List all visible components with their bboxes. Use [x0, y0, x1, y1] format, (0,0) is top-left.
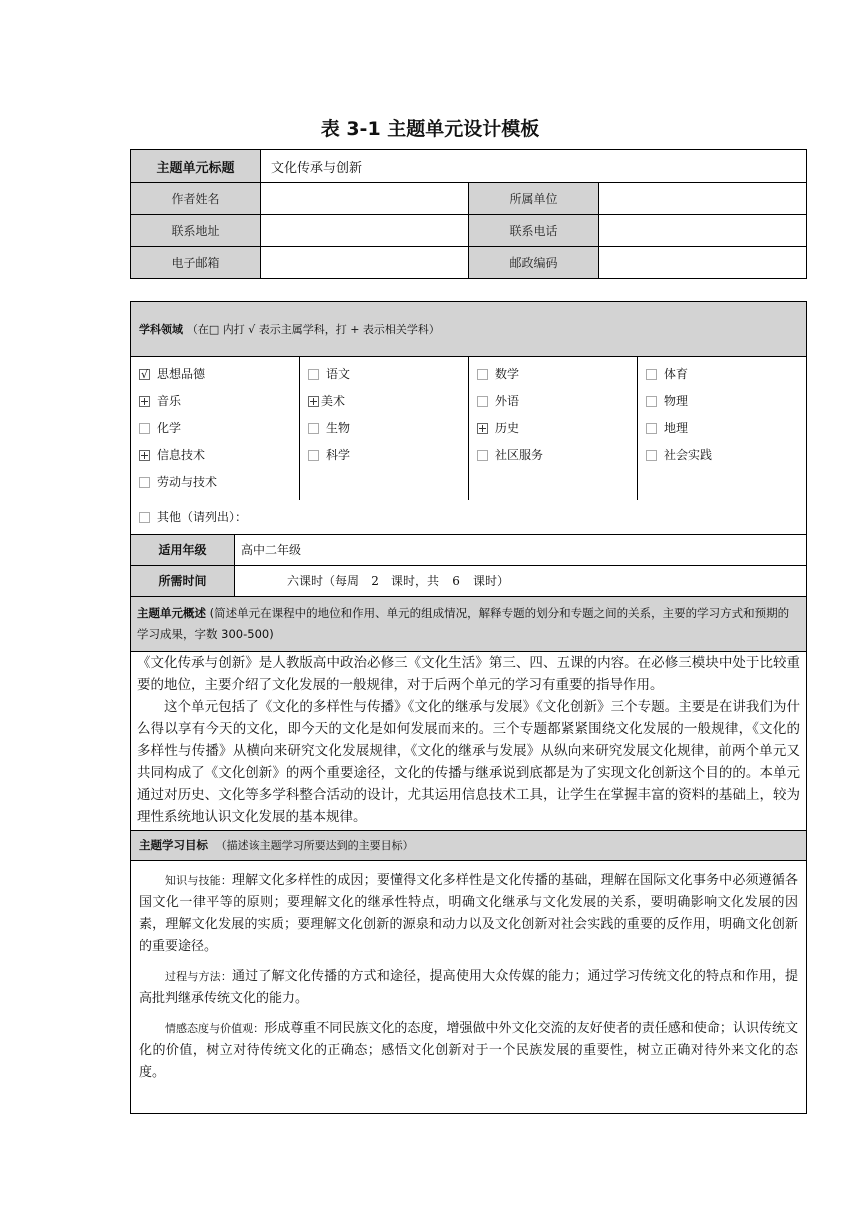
checkbox-plus-icon[interactable] — [139, 450, 150, 461]
overview-note: (简述单元在课程中的地位和作用、单元的组成情况，解释专题的划分和专题之间的关系，主要的学习方式和预期的学习成果，字数 300-500) — [137, 605, 790, 641]
design-table — [130, 301, 807, 1114]
subject-item-it[interactable]: 信息技术 — [139, 446, 299, 473]
time-label: 所需时间 — [131, 565, 235, 596]
checkbox-empty-icon[interactable] — [646, 450, 657, 461]
subject-item-chemistry[interactable]: 化学 — [139, 419, 299, 446]
author-field[interactable] — [261, 183, 469, 215]
subject-column-2 — [300, 357, 469, 501]
address-field[interactable] — [261, 215, 469, 247]
subject-item-physics[interactable]: 物理 — [646, 392, 806, 419]
subject-item-math[interactable]: 数学 — [477, 365, 637, 392]
subject-item-community[interactable]: 社区服务 — [477, 446, 637, 473]
time-per-week: 2 — [371, 574, 379, 588]
checkbox-empty-icon[interactable] — [477, 396, 488, 407]
page-title: 表 3-1 主题单元设计模板 — [320, 118, 540, 140]
time-total: 6 — [452, 574, 460, 588]
checkbox-empty-icon[interactable] — [139, 477, 150, 488]
checkbox-checked-icon[interactable] — [139, 369, 150, 380]
zip-label: 邮政编码 — [469, 247, 599, 279]
subject-item-labor[interactable]: 劳动与技术 — [139, 473, 299, 500]
org-label: 所属单位 — [469, 183, 599, 215]
subject-item-art[interactable]: 美术 — [308, 392, 468, 419]
time-value[interactable]: 六课时（每周 2 课时，共 6 课时） — [235, 565, 807, 596]
subject-item-biology[interactable]: 生物 — [308, 419, 468, 446]
checkbox-empty-icon[interactable] — [308, 369, 319, 380]
subject-header-note: （在□ 内打 √ 表示主属学科，打 + 表示相关学科） — [186, 323, 440, 336]
address-label: 联系地址 — [131, 215, 261, 247]
email-field[interactable] — [261, 247, 469, 279]
phone-field[interactable] — [599, 215, 807, 247]
overview-body — [131, 651, 807, 830]
goals-label: 主题学习目标 — [139, 838, 208, 852]
checkbox-empty-icon[interactable] — [477, 369, 488, 380]
subject-column-4 — [638, 357, 807, 501]
overview-label: 主题单元概述 — [137, 605, 206, 620]
subject-item-science[interactable]: 科学 — [308, 446, 468, 473]
checkbox-plus-icon[interactable] — [139, 396, 150, 407]
checkbox-plus-icon[interactable] — [308, 396, 319, 407]
subject-column-1 — [131, 357, 300, 501]
unit-title-value[interactable]: 文化传承与创新 — [261, 150, 807, 183]
checkbox-plus-icon[interactable] — [477, 423, 488, 434]
info-table — [130, 149, 807, 279]
subject-item-music[interactable]: 音乐 — [139, 392, 299, 419]
overview-paragraph-1: 《文化传承与创新》是人教版高中政治必修三《文化生活》第三、四、五课的内容。在必修三模块中处于比较重要的地位，主要介绍了文化发展的一般规律，对于后两个单元的学习有重要的指导作用。 — [137, 654, 801, 693]
checkbox-empty-icon[interactable] — [139, 423, 150, 434]
goal-knowledge: 知识与技能：理解文化多样性的成因；要懂得文化多样性是文化传播的基础，理解在国际文化事务中必须遵循各国文化一律平等的原则；要理解文化的继承性特点，明确文化继承与文化发展的关系，要明确影响文化发展的因素，理解文化发展的实质；要理解文化创新的源泉和动力以及文化创新对社会实践的重要的反作用，明确文化创新的重要途径。 — [139, 872, 799, 954]
subject-column-3 — [469, 357, 638, 501]
subject-item-geography[interactable]: 地理 — [646, 419, 806, 446]
subject-item-social-practice[interactable]: 社会实践 — [646, 446, 806, 473]
phone-label: 联系电话 — [469, 215, 599, 247]
goals-note: （描述该主题学习所要达到的主要目标） — [215, 839, 414, 852]
checkbox-empty-icon[interactable] — [308, 423, 319, 434]
goals-header — [131, 830, 807, 860]
zip-field[interactable] — [599, 247, 807, 279]
grade-value[interactable]: 高中二年级 — [235, 534, 807, 565]
goal-attitude: 情感态度与价值观：形成尊重不同民族文化的态度，增强做中外文化交流的友好使者的责任感和使命；认识传统文化的价值，树立对待传统文化的正确态；感悟文化创新对于一个民族发展的重要性，树立正确对待外来文化的态度。 — [139, 1020, 799, 1080]
unit-title-label: 主题单元标题 — [131, 150, 261, 183]
org-field[interactable] — [599, 183, 807, 215]
overview-header — [131, 596, 807, 651]
grade-label: 适用年级 — [131, 534, 235, 565]
checkbox-empty-icon[interactable] — [646, 369, 657, 380]
subject-item-language[interactable]: 外语 — [477, 392, 637, 419]
email-label: 电子邮箱 — [131, 247, 261, 279]
subject-header-label: 学科领域 — [139, 323, 183, 336]
subject-item-history[interactable]: 历史 — [477, 419, 637, 446]
subject-other-label: 其他（请列出）： — [157, 510, 248, 525]
subject-item-pe[interactable]: 体育 — [646, 365, 806, 392]
subject-item-chinese[interactable]: 语文 — [308, 365, 468, 392]
subject-other-row[interactable] — [131, 500, 807, 534]
checkbox-empty-icon[interactable] — [139, 512, 150, 523]
author-label: 作者姓名 — [131, 183, 261, 215]
goal-process: 过程与方法：通过了解文化传播的方式和途径，提高使用大众传媒的能力；通过学习传统文化的特点和作用，提高批判继承传统文化的能力。 — [139, 968, 799, 1006]
checkbox-empty-icon[interactable] — [646, 396, 657, 407]
checkbox-empty-icon[interactable] — [477, 450, 488, 461]
checkbox-empty-icon[interactable] — [646, 423, 657, 434]
subject-header — [131, 302, 807, 357]
overview-paragraph-2: 这个单元包括了《文化的多样性与传播》《文化的继承与发展》《文化创新》三个专题。主要是在讲我们为什么得以享有今天的文化，即今天的文化是如何发展而来的。三个专题都紧紧围绕文化发展的一般规律，《文化的多样性与传播》从横向来研究文化发展规律，《文化的继承与发展》从纵向来研究发展文化规律，前两个单元又共同构成了《文化创新》的两个重要途径，文化的传播与继承说到底都是为了实现文化创新这个目的的。本单元通过对历史、文化等多学科整合活动的设计，尤其运用信息技术工具，让学生在掌握丰富的资料的基础上，较为理性系统地认识文化发展的基本规律。 — [137, 698, 801, 825]
subject-item-moral[interactable]: √思想品德 — [139, 365, 299, 392]
goals-body — [131, 860, 807, 1113]
checkbox-empty-icon[interactable] — [308, 450, 319, 461]
